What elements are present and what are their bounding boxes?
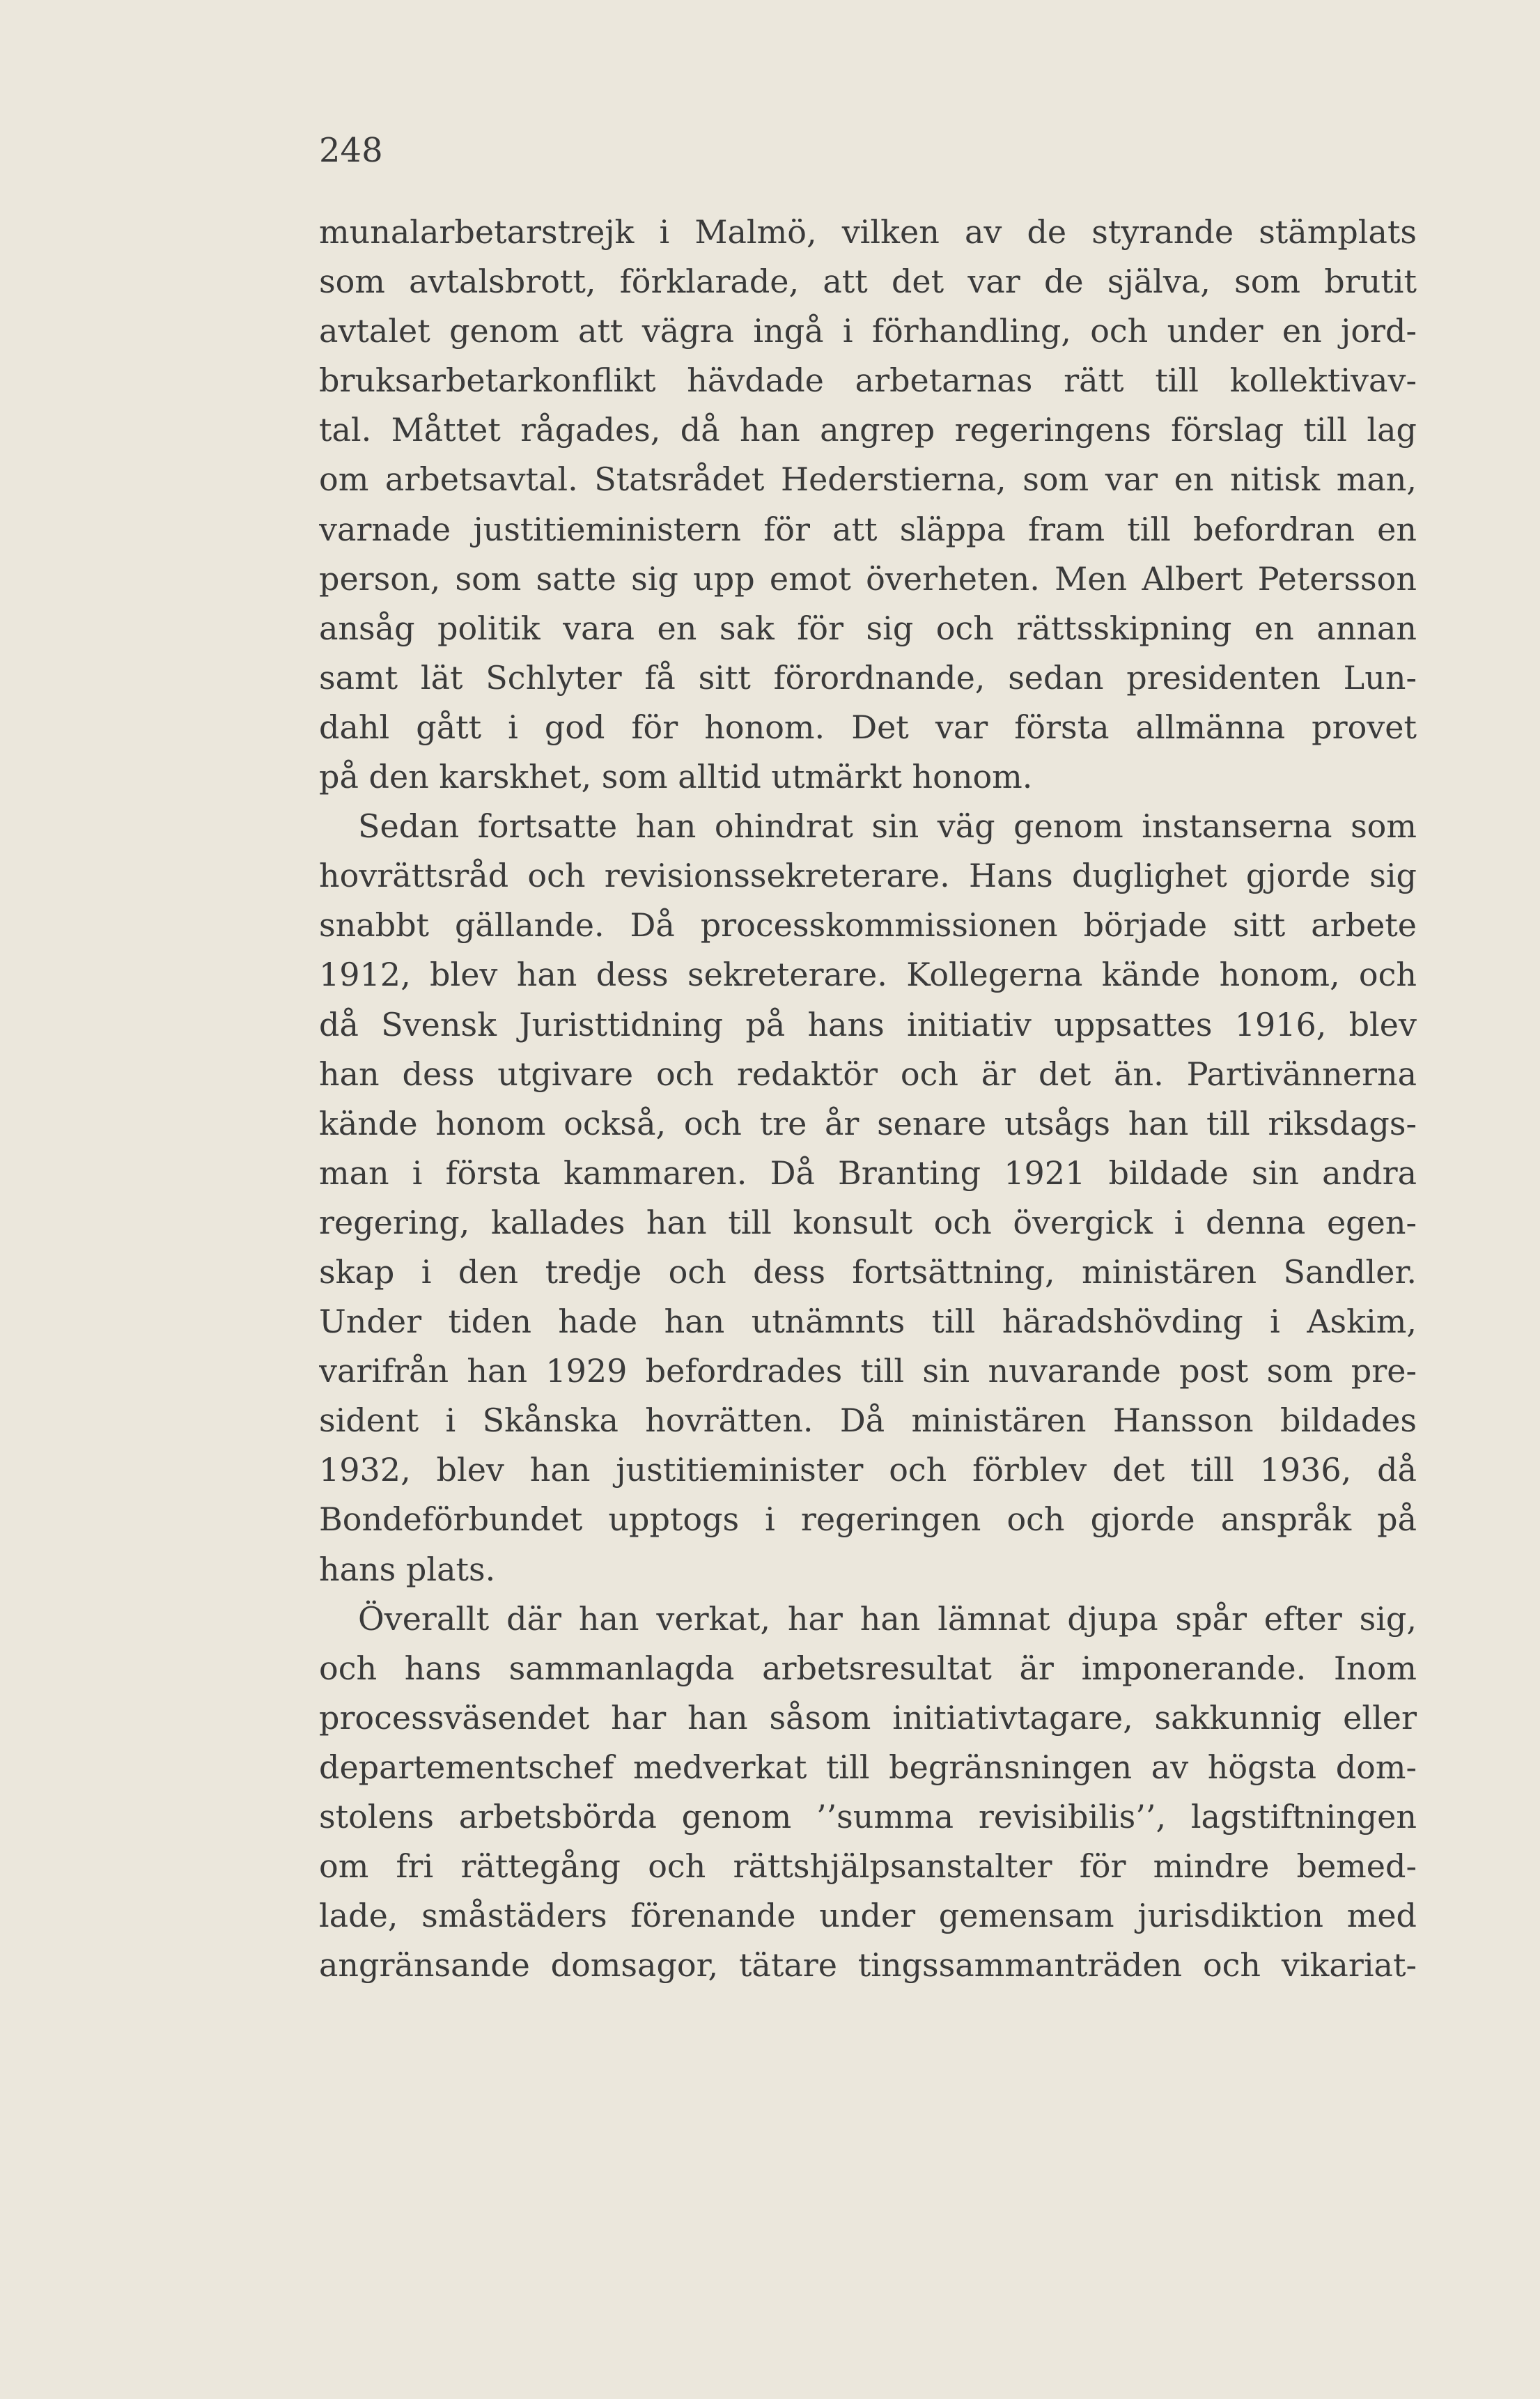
text-line: han dess utgivare och redaktör och är det än. Partivännerna xyxy=(319,1055,1417,1093)
text-line: varifrån han 1929 befordrades till sin nuvarande post som pre- xyxy=(319,1352,1417,1390)
text-line: departementschef medverkat till begränsningen av högsta dom- xyxy=(319,1748,1417,1786)
text-line: munalarbetarstrejk i Malmö, vilken av de styrande stämplats xyxy=(319,213,1417,251)
page-number: 248 xyxy=(319,131,383,170)
text-line: på den karskhet, som alltid utmärkt honom. xyxy=(319,758,1033,796)
text-line: processväsendet har han såsom initiativtagare, sakkunnig eller xyxy=(319,1698,1417,1737)
text-line: hovrättsråd och revisionssekreterare. Hans duglighet gjorde sig xyxy=(319,857,1417,895)
text-line: Under tiden hade han utnämnts till häradshövding i Askim, xyxy=(319,1303,1417,1341)
text-line: dahl gått i god för honom. Det var första allmänna provet xyxy=(319,708,1417,746)
text-line: bruksarbetarkonflikt hävdade arbetarnas rätt till kollektivav- xyxy=(319,362,1417,400)
text-line: om arbetsavtal. Statsrådet Hederstierna, som var en nitisk man, xyxy=(319,460,1417,499)
text-line: ansåg politik vara en sak för sig och rättsskipning en annan xyxy=(319,609,1417,647)
text-line: person, som satte sig upp emot överheten. Men Albert Petersson xyxy=(319,559,1417,598)
text-line: om fri rättegång och rättshjälpsanstalter för mindre bemed- xyxy=(319,1847,1417,1886)
text-line: sident i Skånska hovrätten. Då ministären Hansson bildades xyxy=(319,1402,1417,1440)
text-line: och hans sammanlagda arbetsresultat är imponerande. Inom xyxy=(319,1649,1417,1687)
text-line: Bondeförbundet upptogs i regeringen och gjorde anspråk på xyxy=(319,1500,1417,1539)
text-line: Överallt där han verkat, har han lämnat djupa spår efter sig, xyxy=(358,1599,1417,1638)
text-line: tal. Måttet rågades, då han angrep regeringens förslag till lag xyxy=(319,411,1417,449)
body-text xyxy=(319,208,1417,1990)
text-line: 1932, blev han justitieminister och förblev det till 1936, då xyxy=(319,1451,1417,1489)
text-line: angränsande domsagor, tätare tingssammanträden och vikariat- xyxy=(319,1946,1417,1985)
text-line: hans plats. xyxy=(319,1550,496,1588)
text-line: skap i den tredje och dess fortsättning, ministären Sandler. xyxy=(319,1252,1417,1291)
text-line: snabbt gällande. Då processkommissionen började sitt arbete xyxy=(319,906,1417,945)
text-line: avtalet genom att vägra ingå i förhandling, och under en jord- xyxy=(319,312,1417,350)
text-line: då Svensk Juristtidning på hans initiativ uppsattes 1916, blev xyxy=(319,1005,1417,1043)
text-line: varnade justitieministern för att släppa fram till befordran en xyxy=(319,510,1417,548)
text-line: 1912, blev han dess sekreterare. Kollegerna kände honom, och xyxy=(319,956,1417,994)
text-line: Sedan fortsatte han ohindrat sin väg genom instanserna som xyxy=(358,807,1417,846)
text-line: kände honom också, och tre år senare utsågs han till riksdags- xyxy=(319,1104,1417,1142)
text-line: regering, kallades han till konsult och övergick i denna egen- xyxy=(319,1203,1417,1241)
paragraph xyxy=(319,802,1417,1594)
text-line: stolens arbetsbörda genom ’’summa revisibilis’’, lagstiftningen xyxy=(319,1798,1417,1835)
text-line: samt lät Schlyter få sitt förordnande, sedan presidenten Lun- xyxy=(319,658,1417,697)
text-line: man i första kammaren. Då Branting 1921 bildade sin andra xyxy=(319,1154,1417,1192)
text-line: som avtalsbrott, förklarade, att det var de själva, som brutit xyxy=(319,263,1417,301)
paragraph xyxy=(319,1594,1417,1991)
paragraph xyxy=(319,208,1417,802)
text-line: lade, småstäders förenande under gemensam jurisdiktion med xyxy=(319,1897,1417,1935)
